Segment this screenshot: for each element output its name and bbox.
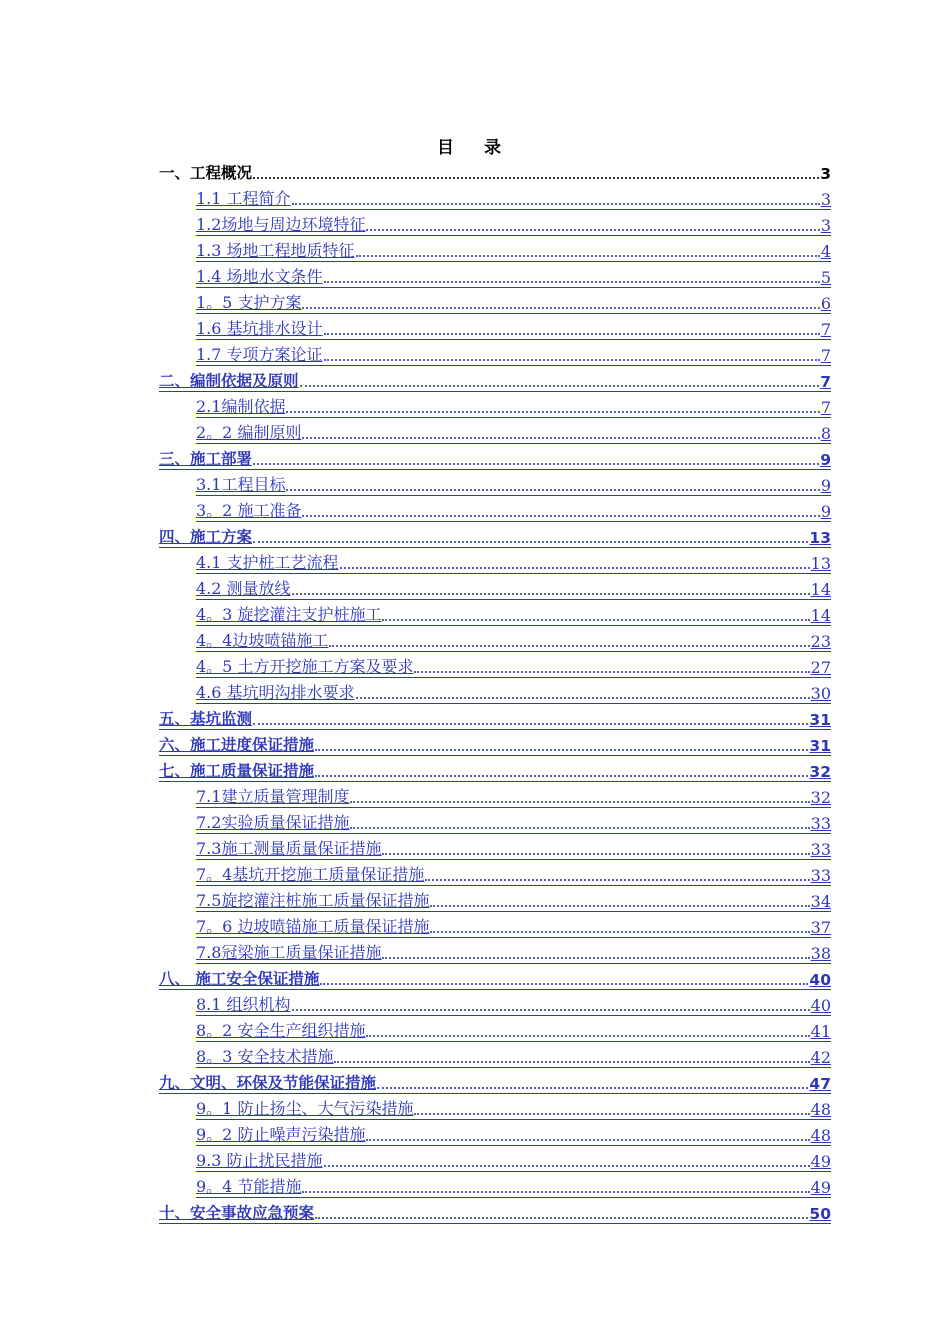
toc-page-number: 6: [820, 294, 831, 313]
toc-page-number: 31: [809, 711, 831, 729]
toc-dot-leader: [382, 957, 809, 959]
toc-entry-label: 1.2场地与周边环境特征: [196, 215, 366, 234]
toc-section-link[interactable]: [159, 705, 831, 731]
toc-subsection-link[interactable]: [196, 835, 831, 861]
toc-page-number: 9: [820, 502, 831, 521]
toc-subsection-link[interactable]: [196, 575, 831, 601]
toc-section-link[interactable]: [159, 1199, 831, 1225]
toc-dot-leader: [350, 801, 809, 803]
toc-dot-leader: [324, 1165, 810, 1167]
toc-dot-leader: [315, 749, 808, 751]
toc-entry-label: 1.7 专项方案论证: [196, 345, 323, 364]
toc-page-number: 3: [820, 165, 831, 183]
toc-subsection-link[interactable]: [196, 653, 831, 679]
toc-subsection-link[interactable]: [196, 991, 831, 1017]
toc-entry-label: 8。3 安全技术措施: [196, 1047, 334, 1066]
toc-entry-label: 4。4边坡喷锚施工: [196, 631, 329, 650]
toc-entry-label: 4.2 测量放线: [196, 579, 291, 598]
toc-page-number: 48: [810, 1126, 831, 1145]
toc-entry-label: 五、基坑监测: [159, 710, 253, 728]
toc-entry-label: 8.1 组织机构: [196, 995, 291, 1014]
toc-dot-leader: [315, 1217, 808, 1219]
toc-entry-label: 7。4基坑开挖施工质量保证措施: [196, 865, 425, 884]
toc-dot-leader: [302, 515, 819, 517]
toc-entry-label: 2。2 编制原则: [196, 423, 302, 442]
toc-entry-label: 三、施工部署: [159, 450, 253, 468]
toc-page-number: 33: [810, 814, 831, 833]
toc-subsection-link[interactable]: [196, 1121, 831, 1147]
toc-page-number: 9: [820, 476, 831, 495]
toc-entry-label: 二、编制依据及原则: [159, 372, 299, 390]
toc-entry-label: 4。5 土方开挖施工方案及要求: [196, 657, 414, 676]
toc-dot-leader: [253, 541, 808, 543]
toc-dot-leader: [253, 723, 808, 725]
toc-dot-leader: [430, 931, 809, 933]
toc-entry-label: 4.1 支护桩工艺流程: [196, 553, 339, 572]
toc-section-link[interactable]: [159, 1069, 831, 1095]
toc-page-number: 5: [820, 268, 831, 287]
toc-dot-leader: [302, 1191, 809, 1193]
toc-entry-label: 一、工程概况: [159, 164, 253, 182]
toc-dot-leader: [286, 489, 819, 491]
toc-section-link[interactable]: [159, 757, 831, 783]
toc-page-number: 4: [820, 242, 831, 261]
toc-page-number: 34: [810, 892, 831, 911]
toc-entry-label: 8。2 安全生产组织措施: [196, 1021, 366, 1040]
toc-entry-label: 1。5 支护方案: [196, 293, 302, 312]
toc-entry-label: 3.1工程目标: [196, 475, 286, 494]
toc-dot-leader: [382, 619, 809, 621]
toc-subsection-link[interactable]: [196, 419, 831, 445]
toc-subsection-link[interactable]: [196, 185, 831, 211]
toc-entry-label: 1.6 基坑排水设计: [196, 319, 323, 338]
toc-entry-label: 八、 施工安全保证措施: [159, 970, 320, 988]
toc-dot-leader: [340, 567, 810, 569]
toc-dot-leader: [292, 203, 820, 205]
toc-dot-leader: [425, 879, 809, 881]
toc-dot-leader: [382, 853, 809, 855]
toc-subsection-link[interactable]: [196, 341, 831, 367]
toc-section-link[interactable]: [159, 445, 831, 471]
toc-subsection-link[interactable]: [196, 1095, 831, 1121]
toc-dot-leader: [356, 255, 820, 257]
toc-page-number: 50: [809, 1205, 831, 1223]
toc-dot-leader: [324, 281, 820, 283]
toc-page-number: 8: [820, 424, 831, 443]
toc-dot-leader: [414, 671, 809, 673]
toc-subsection-link[interactable]: [196, 237, 831, 263]
toc-subsection-link[interactable]: [196, 939, 831, 965]
toc-subsection-link[interactable]: [196, 861, 831, 887]
toc-title: 目 录: [437, 138, 513, 158]
toc-entry-label: 7.3施工测量质量保证措施: [196, 839, 382, 858]
toc-subsection-link[interactable]: [196, 1017, 831, 1043]
toc-entry-label: 十、安全事故应急预案: [159, 1204, 315, 1222]
toc-section-link[interactable]: [159, 965, 831, 991]
toc-entry-label: 2.1编制依据: [196, 397, 286, 416]
toc-page-number: 7: [820, 320, 831, 339]
toc-entry-label: 4.6 基坑明沟排水要求: [196, 683, 355, 702]
toc-page-number: 48: [810, 1100, 831, 1119]
toc-page-number: 47: [809, 1075, 831, 1093]
toc-subsection-link[interactable]: [196, 809, 831, 835]
toc-entry-label: 3。2 施工准备: [196, 501, 302, 520]
toc-subsection-link[interactable]: [196, 783, 831, 809]
toc-page-number: 3: [820, 190, 831, 209]
toc-entry-label: 1.4 场地水文条件: [196, 267, 323, 286]
toc-subsection-link[interactable]: [196, 1043, 831, 1069]
toc-entry-label: 9。4 节能措施: [196, 1177, 302, 1196]
toc-dot-leader: [253, 177, 819, 179]
toc-dot-leader: [350, 827, 809, 829]
toc-dot-leader: [377, 1087, 808, 1089]
toc-entry-label: 1.3 场地工程地质特征: [196, 241, 355, 260]
toc-page-number: 13: [809, 529, 831, 547]
toc-section-link[interactable]: [159, 367, 831, 393]
toc-dot-leader: [292, 1009, 810, 1011]
toc-subsection-link[interactable]: [196, 497, 831, 523]
toc-page-number: 33: [810, 840, 831, 859]
toc-subsection-link[interactable]: [196, 549, 831, 575]
toc-section-link[interactable]: [159, 731, 831, 757]
toc-dot-leader: [430, 905, 809, 907]
toc-dot-leader: [302, 307, 819, 309]
toc-entry-label: 四、施工方案: [159, 528, 253, 546]
toc-page-number: 32: [809, 763, 831, 781]
toc-page-number: 41: [810, 1022, 831, 1041]
toc-subsection-link[interactable]: [196, 913, 831, 939]
toc-entry-label: 4。3 旋挖灌注支护桩施工: [196, 605, 382, 624]
toc-page-number: 33: [810, 866, 831, 885]
toc-entry-label: 九、文明、环保及节能保证措施: [159, 1074, 377, 1092]
toc-subsection-link[interactable]: [196, 1173, 831, 1199]
toc-page-number: 7: [820, 373, 831, 391]
toc-dot-leader: [414, 1113, 809, 1115]
toc-entry-label: 1.1 工程简介: [196, 189, 291, 208]
toc-entry-label: 七、施工质量保证措施: [159, 762, 315, 780]
toc-dot-leader: [366, 229, 819, 231]
toc-page-number: 14: [810, 606, 831, 625]
toc-section-link[interactable]: [159, 159, 831, 185]
toc-page-number: 23: [810, 632, 831, 651]
toc-subsection-link[interactable]: [196, 315, 831, 341]
toc-entry-label: 7.8冠梁施工质量保证措施: [196, 943, 382, 962]
toc-subsection-link[interactable]: [196, 211, 831, 237]
toc-page-number: 38: [810, 944, 831, 963]
toc-dot-leader: [329, 645, 809, 647]
toc-entry-label: 7.2实验质量保证措施: [196, 813, 350, 832]
toc-subsection-link[interactable]: [196, 627, 831, 653]
toc-dot-leader: [253, 463, 819, 465]
toc-page-number: 49: [810, 1178, 831, 1197]
toc-dot-leader: [300, 385, 820, 387]
toc-page-number: 7: [820, 398, 831, 417]
toc-page-number: 9: [820, 451, 831, 469]
toc-page-number: 27: [810, 658, 831, 677]
toc-dot-leader: [334, 1061, 809, 1063]
toc-page-number: 13: [810, 554, 831, 573]
toc-subsection-link[interactable]: [196, 393, 831, 419]
toc-dot-leader: [286, 411, 819, 413]
toc-page-number: 40: [810, 996, 831, 1015]
toc-subsection-link[interactable]: [196, 1147, 831, 1173]
toc-entry-label: 7.5旋挖灌注桩施工质量保证措施: [196, 891, 430, 910]
toc-dot-leader: [324, 359, 820, 361]
toc-entry-label: 7。6 边坡喷锚施工质量保证措施: [196, 917, 430, 936]
toc-subsection-link[interactable]: [196, 887, 831, 913]
toc-subsection-link[interactable]: [196, 471, 831, 497]
toc-page-number: 14: [810, 580, 831, 599]
toc-dot-leader: [315, 775, 808, 777]
toc-dot-leader: [324, 333, 820, 335]
toc-entry-label: 7.1建立质量管理制度: [196, 787, 350, 806]
toc-dot-leader: [302, 437, 819, 439]
toc-dot-leader: [366, 1139, 809, 1141]
toc-dot-leader: [320, 983, 808, 985]
toc-subsection-link[interactable]: [196, 601, 831, 627]
toc-entry-label: 9。1 防止扬尘、大气污染措施: [196, 1099, 414, 1118]
toc-subsection-link[interactable]: [196, 263, 831, 289]
toc-page-number: 7: [820, 346, 831, 365]
toc-dot-leader: [356, 697, 810, 699]
toc-page-number: 30: [810, 684, 831, 703]
toc-page-number: 31: [809, 737, 831, 755]
toc-page-number: 3: [820, 216, 831, 235]
toc-section-link[interactable]: [159, 523, 831, 549]
toc-subsection-link[interactable]: [196, 679, 831, 705]
toc-page-number: 32: [810, 788, 831, 807]
toc-subsection-link[interactable]: [196, 289, 831, 315]
toc-entry-label: 9.3 防止扰民措施: [196, 1151, 323, 1170]
table-of-contents: [0, 159, 950, 1225]
toc-page-number: 49: [810, 1152, 831, 1171]
toc-entry-label: 六、施工进度保证措施: [159, 736, 315, 754]
toc-entry-label: 9。2 防止噪声污染措施: [196, 1125, 366, 1144]
toc-page-number: 40: [809, 971, 831, 989]
toc-page-number: 42: [810, 1048, 831, 1067]
toc-dot-leader: [366, 1035, 809, 1037]
toc-dot-leader: [292, 593, 810, 595]
toc-page-number: 37: [810, 918, 831, 937]
